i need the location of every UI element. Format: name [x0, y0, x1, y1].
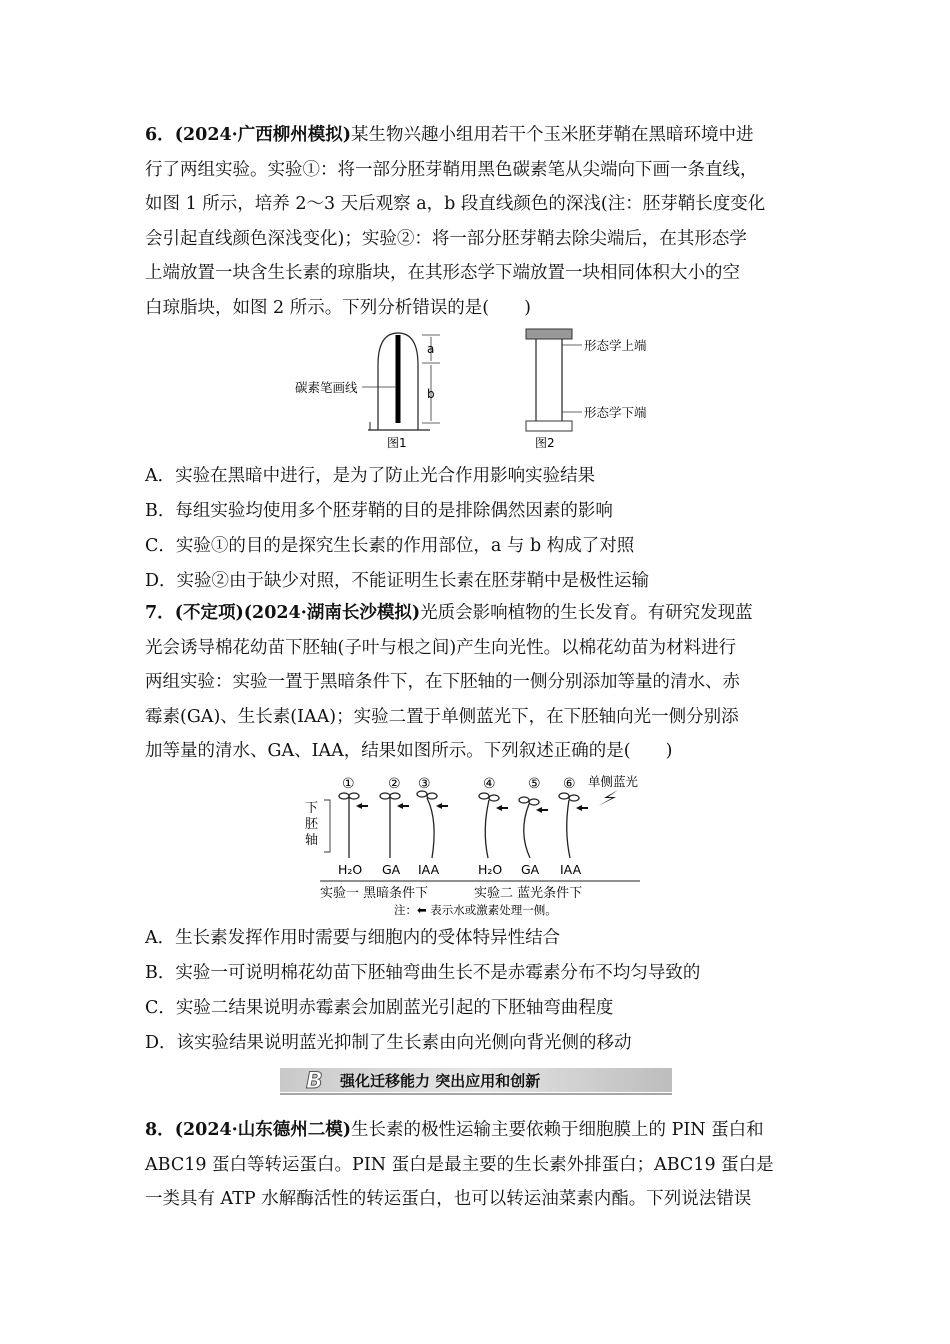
question-6-line-3: 如图 1 所示，培养 2～3 天后观察 a，b 段直线颜色的深浅(注：胚芽鞘长度变化 — [145, 194, 766, 214]
lower-end-label: 形态学下端 — [584, 405, 647, 420]
treatment-label-6: IAA — [560, 862, 582, 877]
coleoptile-diagram — [295, 333, 440, 450]
question-8-source: (2024·山东德州二模) — [174, 1120, 352, 1140]
question-7-line-3: 两组实验：实验一置于黑暗条件下，在下胚轴的一侧分别添加等量的清水、赤 — [145, 672, 740, 692]
treatment-label-5: GA — [521, 862, 540, 877]
carbon-line-label: 碳素笔画线 — [295, 380, 358, 395]
question-6-line-1: 6．(2024·广西柳州模拟)某生物兴趣小组用若干个玉米胚芽鞘在黑暗环境中进 — [145, 125, 754, 145]
question-7-line-4: 霉素(GA)、生长素(IAA)；实验二置于单侧蓝光下，在下胚轴向光一侧分别添 — [145, 706, 739, 727]
light-arrow-icon — [598, 790, 618, 806]
question-8-line-3: 一类具有 ATP 水解酶活性的转运蛋白，也可以转运油菜素内酯。下列说法错误 — [145, 1189, 752, 1209]
seedling-number-1: ① — [342, 776, 355, 792]
treatment-label-2: GA — [382, 862, 401, 877]
figure-2-caption: 图2 — [535, 436, 555, 450]
seedlings-dark — [339, 791, 437, 858]
question-6-line-2: 行了两组实验。实验①：将一部分胚芽鞘用黑色碳素笔从尖端向下画一条直线， — [145, 159, 758, 180]
question-7-number: 7． — [145, 603, 175, 623]
question-7-option-b: B．实验一可说明棉花幼苗下胚轴弯曲生长不是赤霉素分布不均匀导致的 — [145, 963, 701, 983]
upper-end-label: 形态学上端 — [584, 338, 647, 353]
banner-letter: B — [306, 1069, 323, 1094]
figure-1-caption: 图1 — [387, 436, 407, 450]
hypocotyl-label-1: 下 — [305, 801, 319, 816]
segment-a-label: a — [427, 342, 435, 356]
treatment-arrows-light — [496, 805, 588, 813]
question-6-line-4: 会引起直线颜色深浅变化)；实验②：将一部分胚芽鞘去除尖端后，在其形态学 — [145, 228, 747, 249]
seedling-number-3: ③ — [418, 776, 431, 792]
question-8-number: 8． — [145, 1120, 175, 1140]
question-8 — [145, 1113, 815, 1217]
treatment-label-1: H₂O — [338, 862, 363, 877]
question-7-source: (不定项)(2024·湖南长沙模拟) — [174, 603, 421, 623]
segment-b-label: b — [427, 387, 435, 401]
section-banner — [280, 1066, 672, 1100]
question-6-line-6: 白琼脂块，如图 2 所示。下列分析错误的是( ) — [145, 297, 531, 318]
question-6 — [145, 118, 815, 325]
hypocotyl-label-3: 轴 — [305, 833, 319, 848]
question-6-source: (2024·广西柳州模拟) — [174, 125, 352, 145]
seedling-number-2: ② — [388, 776, 401, 792]
hypocotyl-label-2: 胚 — [305, 817, 319, 832]
question-7-option-d: D．该实验结果说明蓝光抑制了生长素由向光侧向背光侧的移动 — [145, 1033, 632, 1053]
figure-note: 注：⬅ 表示水或激素处理一侧。 — [394, 903, 557, 917]
question-6-figure — [290, 325, 670, 455]
seedling-number-4: ④ — [483, 776, 496, 792]
question-6-option-d: D．实验②由于缺少对照，不能证明生长素在胚芽鞘中是极性运输 — [145, 571, 650, 591]
question-8-line-1: 8．(2024·山东德州二模)生长素的极性运输主要依赖于细胞膜上的 PIN 蛋白和 — [145, 1120, 764, 1140]
agar-block-diagram — [526, 329, 647, 450]
question-8-line-2: ABC19 蛋白等转运蛋白。PIN 蛋白是最主要的生长素外排蛋白；ABC19 蛋白是 — [145, 1154, 774, 1175]
question-7 — [145, 596, 815, 769]
blue-light-label: 单侧蓝光 — [588, 774, 639, 789]
question-6-option-b: B．每组实验均使用多个胚芽鞘的目的是排除偶然因素的影响 — [145, 501, 613, 521]
treatment-arrows-dark — [356, 803, 448, 809]
seedling-number-5: ⑤ — [528, 776, 541, 792]
question-6-line-5: 上端放置一块含生长素的琼脂块，在其形态学下端放置一块相同体积大小的空 — [145, 263, 740, 283]
question-7-figure — [298, 770, 648, 918]
question-7-option-c: C．实验二结果说明赤霉素会加剧蓝光引起的下胚轴弯曲程度 — [145, 998, 614, 1018]
treatment-label-4: H₂O — [478, 862, 503, 877]
group-2-label: 实验二 蓝光条件下 — [474, 886, 583, 901]
seedling-number-6: ⑥ — [563, 776, 576, 792]
question-7-line-2: 光会诱导棉花幼苗下胚轴(子叶与根之间)产生向光性。以棉花幼苗为材料进行 — [145, 637, 737, 658]
question-7-option-a: A．生长素发挥作用时需要与细胞内的受体特异性结合 — [145, 928, 561, 948]
question-6-option-a: A．实验在黑暗中进行，是为了防止光合作用影响实验结果 — [145, 466, 596, 486]
question-6-number: 6． — [145, 125, 175, 145]
question-7-line-5: 加等量的清水、GA、IAA，结果如图所示。下列叙述正确的是( ) — [145, 741, 673, 761]
seedlings-light — [479, 793, 579, 858]
question-7-line-1: 7．(不定项)(2024·湖南长沙模拟)光质会影响植物的生长发育。有研究发现蓝 — [145, 603, 753, 623]
banner-text: 强化迁移能力 突出应用和创新 — [340, 1072, 541, 1090]
group-1-label: 实验一 黑暗条件下 — [320, 886, 429, 901]
treatment-label-3: IAA — [418, 862, 440, 877]
question-6-option-c: C．实验①的目的是探究生长素的作用部位，a 与 b 构成了对照 — [145, 536, 635, 556]
